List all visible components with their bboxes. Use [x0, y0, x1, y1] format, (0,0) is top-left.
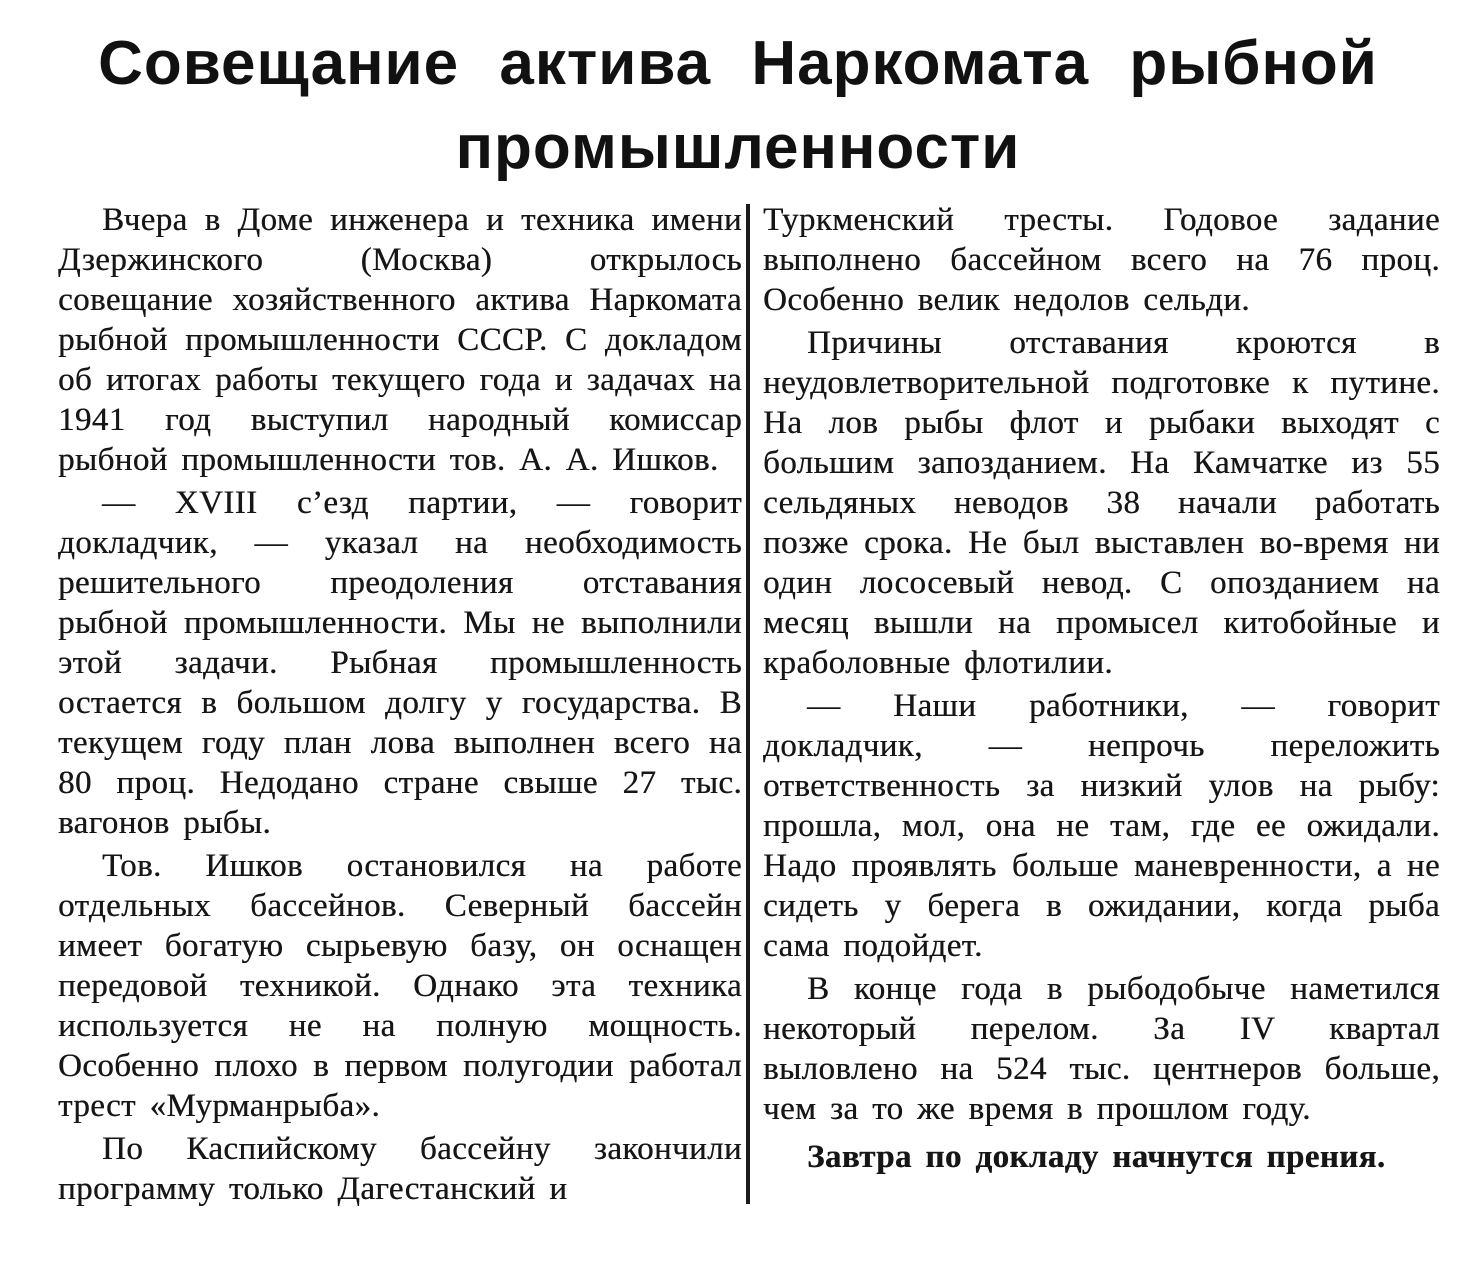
paragraph-continuation: Туркменский тресты. Годовое задание выполнено бассейном всего на 76 проц. Особенно велик недолов сельди.	[763, 202, 1440, 318]
paragraph: — XVIII с’езд партии, — говорит докладчик, — указал на необходимость решительного преодоления отставания рыбной промышленности. Мы не выполнили этой задачи. Рыбная промышленность остается в большом долгу у государства. В текущем году план лова выполнен всего на 80 проц. Недодано стране свыше 27 тыс. вагонов рыбы.	[58, 485, 742, 841]
paragraph: Вчера в Доме инженера и техника имени Дзержинского (Москва) открылось совещание хозяйственного актива Наркомата рыбной промышленности СССР. С докладом об итогах работы текущего года и задачах на 1941 год выступил народный комиссар рыбной промышленности тов. А. А. Ишков.	[58, 202, 742, 478]
paragraph: Тов. Ишков остановился на работе отдельных бассейнов. Северный бассейн имеет богатую сырьевую базу, он оснащен передовой техникой. Однако эта техника используется не на полную мощность. Особенно плохо в первом полугодии работал трест «Мурманрыба».	[58, 848, 742, 1124]
paragraph: — Наши работники, — говорит докладчик, — непрочь переложить ответственность за низкий улов на рыбу: прошла, мол, она не там, где ее ожидали. Надо проявлять больше маневренности, а не сидеть у берега в ожидании, когда рыба сама подойдет.	[763, 688, 1440, 964]
right-column	[750, 200, 1440, 1212]
paragraph-closing: Завтра по докладу начнутся прения.	[807, 1139, 1386, 1175]
article-body	[58, 200, 1440, 1212]
paragraph: В конце года в рыбодобыче наметился некоторый перелом. За IV квартал выловлено на 524 тыс. центнеров больше, чем за то же время в прошлом году.	[763, 971, 1440, 1127]
left-column	[58, 200, 742, 1212]
paragraph: Причины отставания кроются в неудовлетворительной подготовке к путине. На лов рыбы флот и рыбаки выходят с большим запозданием. На Камчатке из 55 сельдяных неводов 38 начали работать позже срока. Не был выставлен во-время ни один лососевый невод. С опозданием на месяц вышли на промысел китобойные и краболовные флотилии.	[763, 325, 1440, 681]
article-headline: Совещание актива Наркомата рыбной промышленности	[98, 29, 1378, 182]
paragraph: По Каспийскому бассейну закончили программу только Дагестанский и	[58, 1131, 742, 1207]
